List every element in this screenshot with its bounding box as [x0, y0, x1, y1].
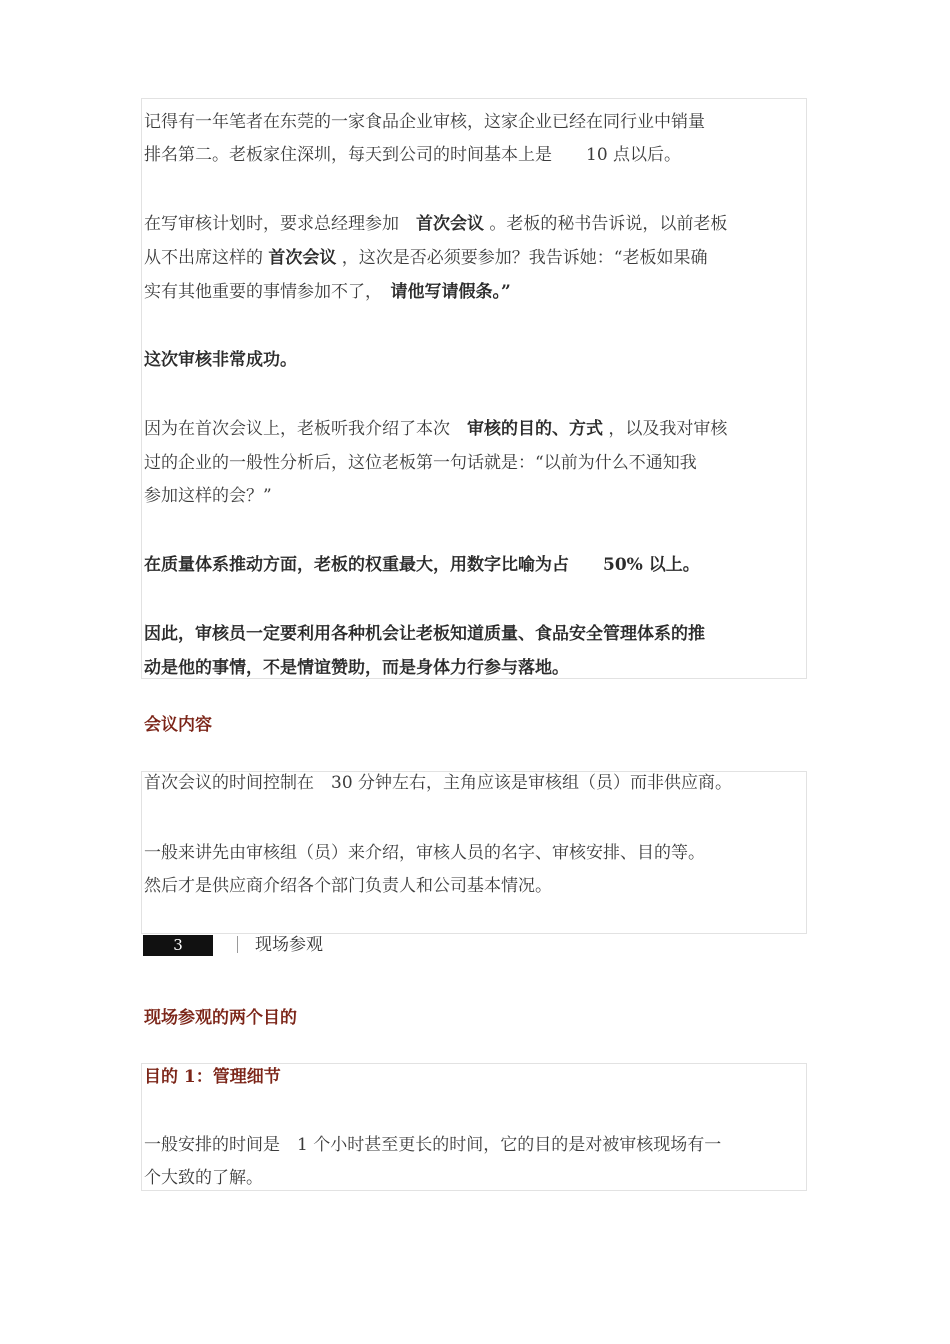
paragraph-line: 一般安排的时间是 1 个小时甚至更长的时间，它的目的是对被审核现场有一	[144, 1135, 722, 1155]
text-span: 实有其他重要的事情参加不了，	[144, 282, 391, 302]
bold-paragraph: 这次审核非常成功。	[144, 350, 297, 370]
bold-paragraph: 在质量体系推动方面，老板的权重最大，用数字比喻为占 50% 以上。	[144, 555, 700, 575]
emphasis-text: 首次会议	[268, 248, 337, 268]
paragraph-line: 个大致的了解。	[144, 1168, 263, 1188]
paragraph-line: 首次会议的时间控制在 30 分钟左右，主角应该是审核组（员）而非供应商。	[144, 773, 733, 793]
emphasis-text: 请他写请假条。”	[390, 282, 511, 302]
text-span: ，这次是否必须要参加？我告诉她：“老板如果确	[336, 248, 708, 268]
paragraph-line: 过的企业的一般性分析后，这位老板第一句话就是：“以前为什么不通知我	[144, 453, 697, 473]
section-heading: 会议内容	[144, 715, 212, 735]
text-span: 从不出席这样的	[144, 248, 269, 268]
paragraph-line	[144, 419, 727, 439]
paragraph-line	[144, 214, 727, 234]
text-span: ，以及我对审核	[603, 419, 728, 439]
paragraph-line: 排名第二。老板家住深圳，每天到公司的时间基本上是 10 点以后。	[144, 145, 682, 165]
emphasis-text: 审核的目的、方式	[467, 419, 603, 439]
paragraph-line	[144, 248, 708, 268]
purpose-heading: 目的 1：管理细节	[144, 1067, 281, 1087]
emphasis-text: 首次会议	[416, 214, 484, 234]
section-title: 现场参观	[255, 935, 323, 955]
paragraph-line: 记得有一年笔者在东莞的一家食品企业审核，这家企业已经在同行业中销量	[144, 112, 705, 132]
text-span: 在写审核计划时，要求总经理参加	[144, 214, 416, 234]
story-box	[141, 98, 807, 679]
text-span: 因为在首次会议上，老板听我介绍了本次	[144, 419, 467, 439]
bold-paragraph: 因此，审核员一定要利用各种机会让老板知道质量、食品安全管理体系的推	[144, 624, 705, 644]
text-span: 。老板的秘书告诉说，以前老板	[484, 214, 728, 234]
paragraph-line: 一般来讲先由审核组（员）来介绍，审核人员的名字、审核安排、目的等。	[144, 843, 705, 863]
section-number: 3	[143, 935, 213, 956]
section-heading: 现场参观的两个目的	[144, 1008, 297, 1028]
paragraph-line	[144, 282, 511, 302]
paragraph-line: 然后才是供应商介绍各个部门负责人和公司基本情况。	[144, 876, 552, 896]
bold-paragraph: 动是他的事情，不是情谊赞助，而是身体力行参与落地。	[144, 658, 569, 678]
section-divider	[237, 936, 238, 953]
paragraph-line: 参加这样的会？”	[144, 486, 272, 506]
